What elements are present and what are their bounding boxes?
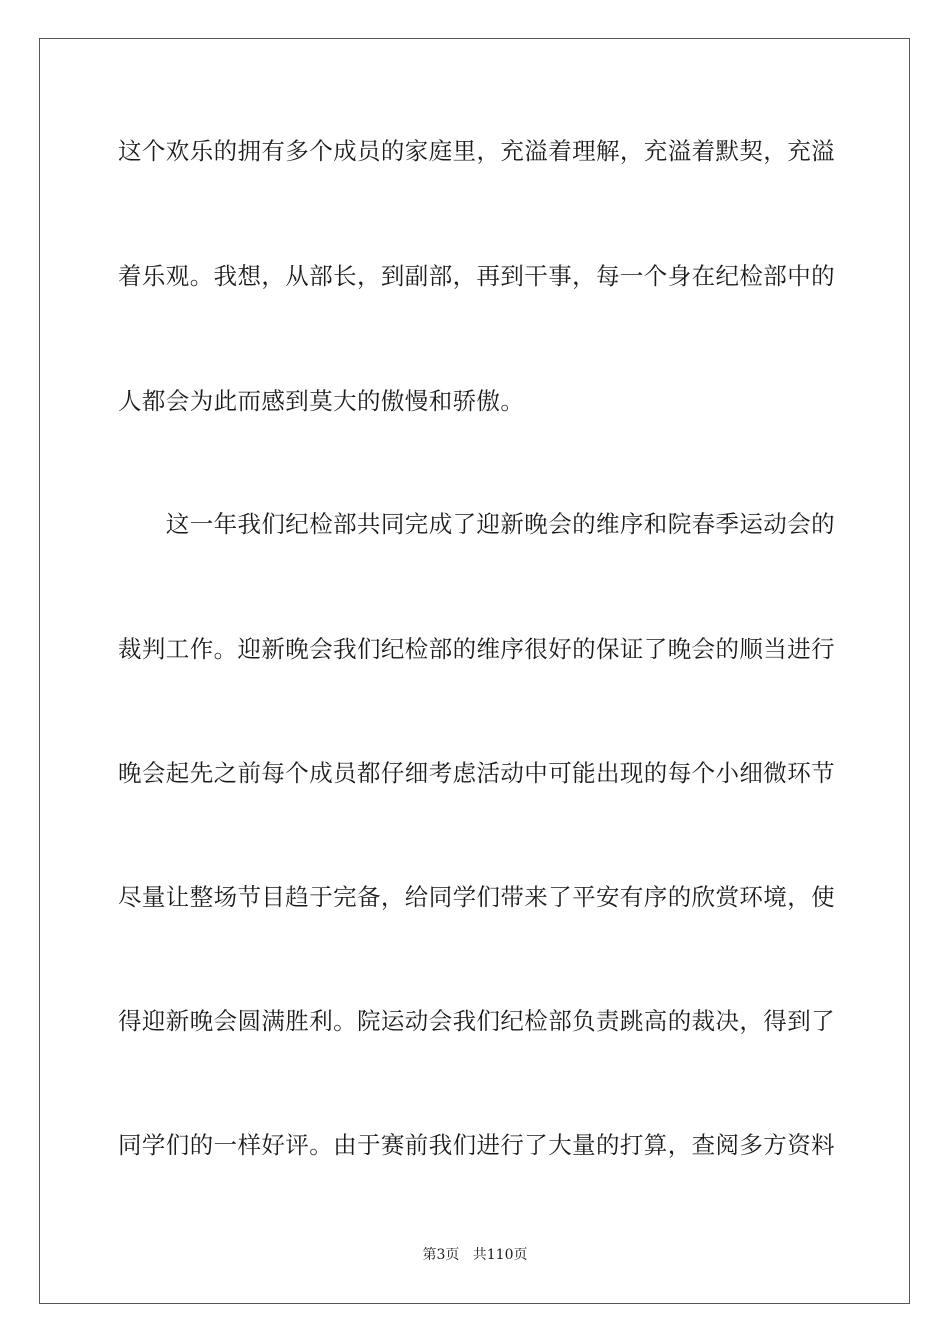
text-line-9: 同学们的一样好评。由于赛前我们进行了大量的打算，查阅多方资料 [118,1131,835,1159]
text-line-7: 尽量让整场节目趋于完备，给同学们带来了平安有序的欣赏环境，使 [118,883,835,911]
text-line-8: 得迎新晚会圆满胜利。院运动会我们纪检部负责跳高的裁决，得到了 [118,1007,835,1035]
text-line-2: 着乐观。我想，从部长，到副部，再到干事，每一个身在纪检部中的 [118,262,835,290]
page-border [39,38,910,1304]
page-total: 共110页 [472,1247,528,1263]
text-line-1: 这个欢乐的拥有多个成员的家庭里，充溢着理解，充溢着默契，充溢 [118,137,835,165]
page-number: 第3页 [422,1247,460,1263]
text-line-6: 晚会起先之前每个成员都仔细考虑活动中可能出现的每个小细微环节 [118,759,835,787]
page-footer [0,1246,950,1264]
text-line-4: 这一年我们纪检部共同完成了迎新晚会的维序和院春季运动会的 [118,510,835,538]
text-line-3: 人都会为此而感到莫大的傲慢和骄傲。 [118,387,525,415]
text-line-5: 裁判工作。迎新晚会我们纪检部的维序很好的保证了晚会的顺当进行 [118,635,835,663]
